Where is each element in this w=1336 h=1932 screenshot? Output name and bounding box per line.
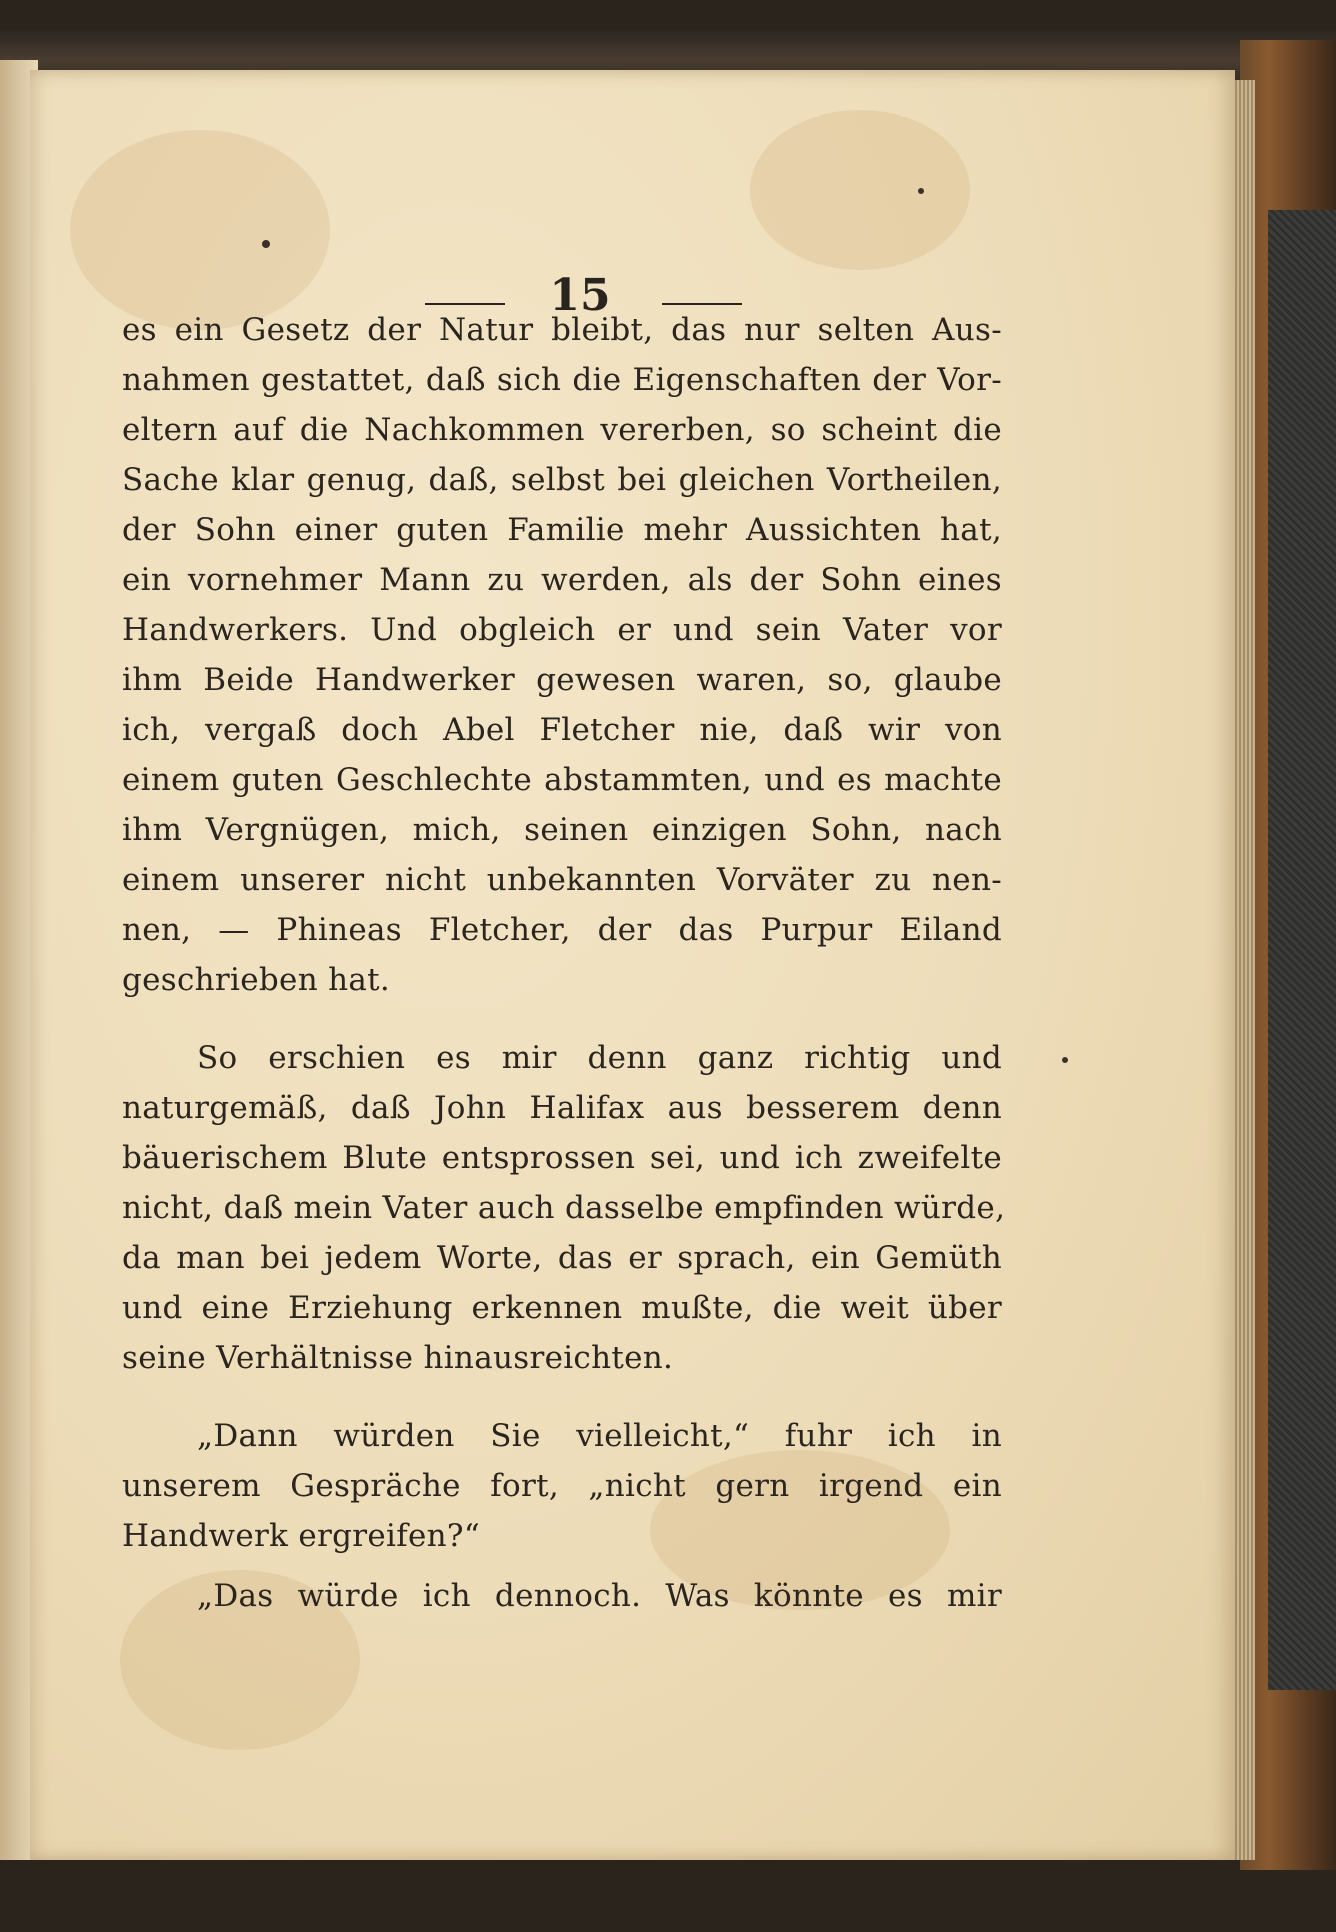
- paragraph-gap: [122, 1383, 1002, 1411]
- text-line: einem guten Geschlechte abstammten, und es machte: [122, 762, 1002, 798]
- text-line: Handwerkers. Und obgleich er und sein Vater vor: [122, 612, 1002, 648]
- text-line: „Dann würden Sie vielleicht,“ fuhr ich in: [197, 1418, 1002, 1454]
- text-line: nicht, daß mein Vater auch dasselbe empfinden würde,: [122, 1190, 1006, 1226]
- ink-speck: [262, 240, 270, 248]
- text-line: nen, — Phineas Fletcher, der das Purpur Eiland: [122, 912, 1002, 948]
- paragraph: [122, 1033, 1006, 1383]
- text-line: eltern auf die Nachkommen vererben, so scheint die: [122, 412, 1002, 448]
- text-line: unserem Gespräche fort, „nicht gern irgend ein: [122, 1468, 1002, 1504]
- text-line: ich, vergaß doch Abel Fletcher nie, daß wir von: [122, 712, 1002, 748]
- text-line: Handwerk ergreifen?“: [122, 1518, 481, 1554]
- foxing-stain: [750, 110, 970, 270]
- ink-speck: [918, 188, 924, 194]
- text-line: So erschien es mir denn ganz richtig und: [197, 1040, 1002, 1076]
- text-line: seine Verhältnisse hinausreichten.: [122, 1340, 674, 1376]
- paragraph: [122, 1411, 1002, 1561]
- book-cover-cloth: [1268, 210, 1336, 1690]
- text-line: und eine Erziehung erkennen mußte, die weit über: [122, 1290, 1002, 1326]
- text-line: da man bei jedem Worte, das er sprach, ein Gemüth: [122, 1240, 1002, 1276]
- paragraph-gap: [122, 1005, 1002, 1033]
- text-line: ihm Beide Handwerker gewesen waren, so, glaube: [122, 662, 1002, 698]
- text-line: „Das würde ich dennoch. Was könnte es mir: [197, 1578, 1002, 1614]
- paragraph: [122, 1571, 1002, 1621]
- text-line: ein vornehmer Mann zu werden, als der Sohn eines: [122, 562, 1002, 598]
- text-line: naturgemäß, daß John Halifax aus besserem denn: [122, 1090, 1002, 1126]
- text-line: der Sohn einer guten Familie mehr Aussichten hat,: [122, 512, 1002, 548]
- ink-speck: [1062, 1057, 1068, 1063]
- text-line: geschrieben hat.: [122, 962, 391, 998]
- paragraph-gap: [122, 1561, 1002, 1571]
- body-text: [122, 305, 1006, 1621]
- text-line: es ein Gesetz der Natur bleibt, das nur selten Aus-: [122, 312, 1002, 348]
- paragraph: [122, 305, 1002, 1005]
- text-line: Sache klar genug, daß, selbst bei gleichen Vortheilen,: [122, 462, 1002, 498]
- text-line: ihm Vergnügen, mich, seinen einzigen Sohn, nach: [122, 812, 1002, 848]
- page-number: 15: [549, 270, 611, 321]
- text-line: bäuerischem Blute entsprossen sei, und ich zweifelte: [122, 1140, 1002, 1176]
- text-line: nahmen gestattet, daß sich die Eigenschaften der Vor-: [122, 362, 1002, 398]
- text-line: einem unserer nicht unbekannten Vorväter zu nen-: [122, 862, 1002, 898]
